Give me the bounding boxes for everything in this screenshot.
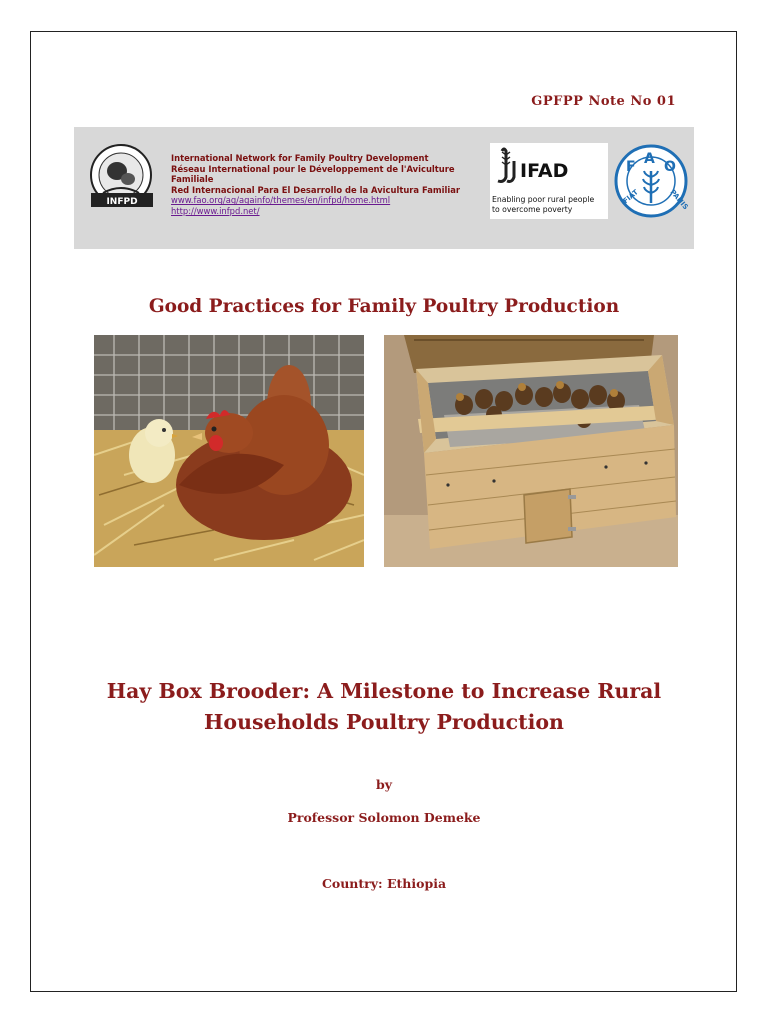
partner-banner	[74, 127, 694, 249]
network-name-fr: Réseau International pour le Développement de l'Aviculture Familiale	[171, 163, 455, 185]
fao-infpd-link[interactable]: www.fao.org/ag/againfo/themes/en/infpd/home.html	[171, 195, 391, 206]
svg-text:INFPD: INFPD	[106, 197, 138, 207]
network-text	[171, 153, 481, 217]
author-name: Professor Solomon Demeke	[287, 810, 481, 825]
hay-box-brooder-photo	[384, 335, 678, 567]
network-name-es: Red Internacional Para El Desarrollo de la Avicultura Familiar	[171, 184, 461, 195]
document-title	[0, 676, 768, 738]
series-heading: Good Practices for Family Poultry Production	[148, 296, 620, 317]
fao-logo	[614, 141, 688, 221]
note-number: GPFPP Note No 01	[531, 94, 676, 109]
infpd-website-link[interactable]: http://www.infpd.net/	[171, 205, 260, 216]
network-name-en: International Network for Family Poultry Development	[171, 153, 429, 163]
svg-text:PANIS: PANIS	[668, 188, 688, 212]
by-label: by	[375, 777, 392, 792]
svg-text:FIAT: FIAT	[621, 188, 640, 206]
svg-text:O: O	[664, 159, 676, 175]
svg-text:F: F	[626, 159, 636, 175]
ifad-tagline: Enabling poor rural people to overcome poverty	[492, 195, 595, 214]
inrfd-logo	[83, 143, 161, 215]
hen-with-chick-photo	[94, 335, 364, 567]
title-line-2: Households Poultry Production	[204, 710, 564, 734]
ifad-logo	[490, 143, 608, 219]
svg-text:A: A	[644, 151, 655, 167]
ifad-wordmark: IFAD	[520, 160, 569, 182]
country-label: Country: Ethiopia	[321, 876, 447, 891]
title-line-1: Hay Box Brooder: A Milestone to Increase Rural	[106, 679, 662, 703]
